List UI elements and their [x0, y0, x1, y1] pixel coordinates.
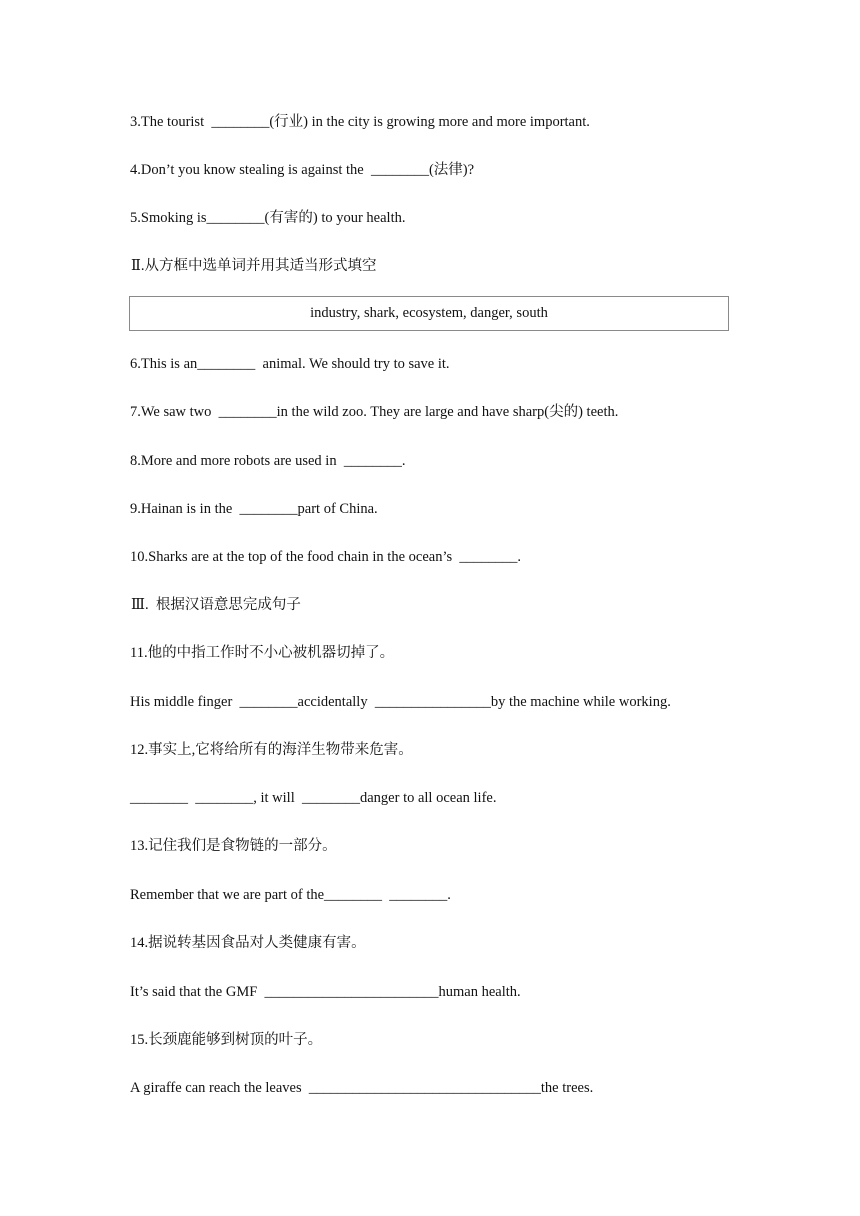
question-10: 10.Sharks are at the top of the food chain in the ocean’s ________. [130, 549, 521, 565]
question-12-english: ________ ________, it will ________danger to all ocean life. [130, 790, 497, 806]
section-2-heading: Ⅱ.从方框中选单词并用其适当形式填空 [131, 258, 377, 274]
question-11-chinese: 11.他的中指工作时不小心被机器切掉了。 [130, 645, 395, 661]
word-bank-box [129, 296, 729, 331]
question-7: 7.We saw two ________in the wild zoo. They are large and have sharp(尖的) teeth. [130, 404, 619, 420]
question-8: 8.More and more robots are used in ________. [130, 453, 406, 469]
question-13-english: Remember that we are part of the________ ________. [130, 887, 451, 903]
question-9: 9.Hainan is in the ________part of China. [130, 501, 378, 517]
section-3-heading: Ⅲ. 根据汉语意思完成句子 [131, 597, 301, 613]
question-13-chinese: 13.记住我们是食物链的一部分。 [130, 838, 337, 854]
question-15-chinese: 15.长颈鹿能够到树顶的叶子。 [130, 1032, 323, 1048]
question-15-english: A giraffe can reach the leaves ________________________________the trees. [130, 1080, 594, 1096]
question-4: 4.Don’t you know stealing is against the ________(法律)? [130, 162, 475, 178]
question-14-chinese: 14.据说转基因食品对人类健康有害。 [130, 935, 366, 951]
question-6: 6.This is an________ animal. We should try to save it. [130, 356, 450, 372]
question-14-english: It’s said that the GMF ________________________human health. [130, 984, 521, 1000]
word-bank-text: industry, shark, ecosystem, danger, south [310, 305, 548, 321]
question-3: 3.The tourist ________(行业) in the city is growing more and more important. [130, 114, 590, 130]
question-5: 5.Smoking is________(有害的) to your health. [130, 210, 406, 226]
question-11-english: His middle finger ________accidentally ________________by the machine while working. [130, 694, 671, 710]
question-12-chinese: 12.事实上,它将给所有的海洋生物带来危害。 [130, 742, 413, 758]
